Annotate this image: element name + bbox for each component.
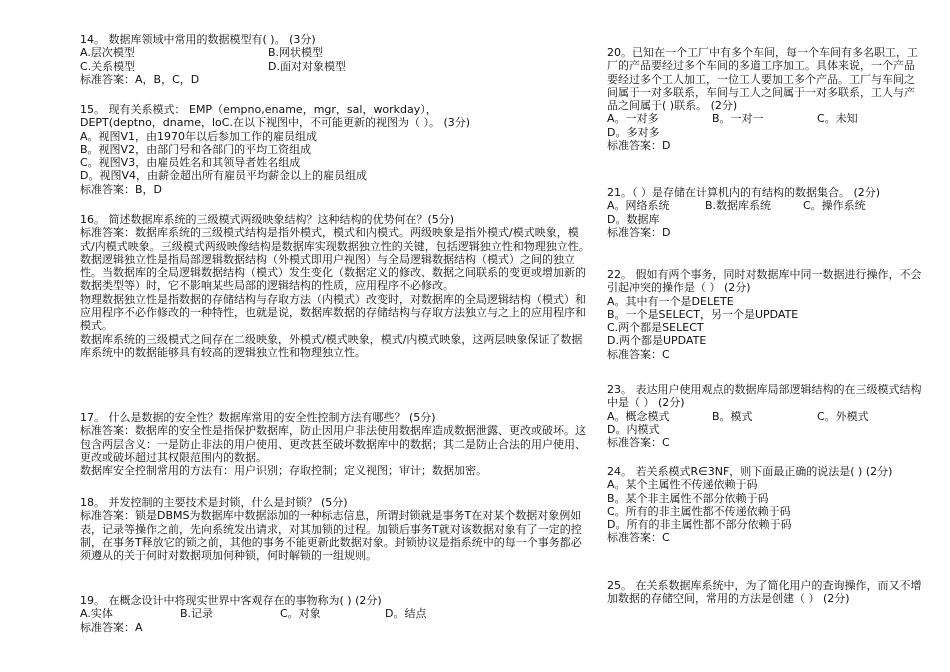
option-b: B。模式 [712,409,753,423]
option-b: B。某个非主属性不部分依赖于码 [607,491,769,505]
option-b: B.记录 [180,607,214,621]
option-d: D。所有的非主属性都不部分依赖于码 [607,518,792,532]
answer-paragraph: 标准答案：锁是DBMS为数据库中数据添加的一种标志信息，所谓封锁就是事务T在对某个数据对象例如表，记录等操作之前，先向系统发出请求，对其加锁的过程。加锁后事务T就对该数据对象有了一定的控制，在事务T释放它的锁之前，其他的事务不能更新此数据对象。封锁协议是指系统中的每一个事务都必须遵从的关于何时对数据项加何种锁，何时解锁的一组规则。 [80,509,582,563]
option-d: D。多对多 [607,125,660,139]
question-17 [80,411,590,477]
options-row [607,112,922,125]
question-title: 23。 表达用户使用观点的数据库局部逻辑结构的在三级模式结构中是（ ） (2分) [607,383,922,410]
standard-answer: 标准答案：C [607,347,670,361]
question-title-line2: DEPT(deptno，dname，loC.在以下视图中，不可能更新的视图为（ ）。 (3分) [80,116,471,130]
question-title: 24。 若关系模式R∈3NF，则下面最正确的说法是( ) (2分) [607,465,893,478]
option-d: D。内模式 [607,422,660,436]
option-d: D。结点 [385,607,427,621]
option-c: C。对象 [280,607,321,621]
question-title: 19。 在概念设计中将现实世界中客观存在的事物称为( ) (2分) [80,594,382,607]
question-title: 16。 简述数据库系统的三级模式两级映象结构？这种结构的优势何在？(5分) [80,213,455,226]
options-row [80,46,590,59]
option-c: C。视图V3，由雇员姓名和其领导者姓名组成 [80,156,301,170]
question-18 [80,496,590,562]
standard-answer: 标准答案：C [607,531,670,545]
question-20 [607,46,922,152]
option-a: A。某个主属性不传递依赖于码 [607,478,758,492]
standard-answer: 标准答案：D [607,225,671,239]
option-a: A.层次模型 [80,46,135,60]
answer-paragraph: 标准答案：数据库的安全性是指保护数据库，防止因用户非法使用数据库造成数据泄露、更改或破坏。这包含两层含义：一是防止非法的用户使用、更改甚至破坏数据库中的数据；其二是防止合法的用户使用、更改或破坏超过其权限范围内的数据。 [80,424,586,464]
option-c: C。未知 [817,112,858,126]
option-b: B.网状模型 [268,46,324,60]
question-title: 18。 并发控制的主要技术是封锁，什么是封锁？ (5分) [80,496,348,509]
question-25 [607,579,922,606]
option-b: B.数据库系统 [705,199,772,213]
answer-paragraph: 物理数据独立性是指数据的存储结构与存取方法（内模式）改变时，对数据库的全局逻辑结构（模式）和应用程序不必作修改的一种特性，也就是说，数据库数据的存储结构与存取方法独立与之上的应用程序和模式。 [80,292,586,333]
question-title: 14。 数据库领域中常用的数据模型有( )。 (3分) [80,33,316,46]
option-a: A。视图V1，由1970年以后参加工作的雇员组成 [80,129,318,143]
option-a: A。概念模式 [607,409,670,423]
option-a: A。其中有一个是DELETE [607,294,734,308]
question-22 [607,268,922,361]
option-d: D。数据库 [607,212,660,226]
option-d: D.两个都是UPDATE [607,334,707,348]
question-21 [607,186,922,239]
option-c: C。外模式 [817,409,869,423]
options-row [80,60,590,73]
option-b: B。视图V2，由部门号和各部门的平均工资组成 [80,142,312,156]
option-c: C。所有的非主属性都不传递依赖于码 [607,504,791,518]
question-24 [607,465,922,545]
answer-paragraph: 数据库安全控制常用的方法有：用户识别；存取控制；定义视图；审计；数据加密。 [80,464,487,478]
question-title: 21。（ ）是存储在计算机内的有结构的数据集合。 (2分) [607,186,881,199]
standard-answer: 标准答案：C [607,436,670,450]
option-a: A。网络系统 [607,199,670,213]
options-row [80,607,590,620]
standard-answer: 标准答案：A [80,620,143,634]
standard-answer: 标准答案：B，D [80,182,163,196]
question-19 [80,594,590,634]
option-b: B。一对一 [712,112,764,126]
option-d: D.面对对象模型 [268,59,346,73]
option-c: C.两个都是SELECT [607,321,704,335]
question-title: 17。 什么是数据的安全性？数据库常用的安全性控制方法有哪些？ (5分) [80,411,436,424]
question-15 [80,103,590,196]
answer-paragraph: 数据库系统的三级模式之间存在二级映象，外模式/模式映象，模式/内模式映象，这两层映象保证了数据库系统中的数据能够具有较高的逻辑独立性和物理独立性。 [80,332,583,359]
option-a: A.实体 [80,607,113,621]
option-c: C。操作系统 [803,199,866,213]
option-d: D。视图V4，由薪金超出所有雇员平均薪金以上的雇员组成 [80,169,367,183]
standard-answer: 标准答案：A，B，C，D [80,72,200,86]
question-14 [80,33,590,86]
options-row [607,199,922,212]
question-16 [80,213,590,359]
option-c: C.关系模型 [80,59,136,73]
question-23 [607,383,922,449]
question-title: 20。已知在一个工厂中有多个车间，每一个车间有多名职工，工厂的产品要经过多个车间的多道工序加工。具体来说，一个产品要经过多个工人加工，一位工人要加工多个产品。工厂与车间之间属于一对多联系，车间与工人之间属于一对多联系，工人与产品之间属于( )联系。 (2分) [607,46,918,113]
question-title: 22。 假如有两个事务，同时对数据库中同一数据进行操作，不会引起冲突的操作是（ ） (2分) [607,268,922,295]
option-b: B。一个是SELECT，另一个是UPDATE [607,307,799,321]
option-a: A。一对多 [607,112,659,126]
standard-answer: 标准答案：D [607,139,671,153]
question-title: 15。 现有关系模式： EMP（empno,ename，mgr，sal，workday）， [80,103,437,116]
answer-paragraph: 标准答案：数据库系统的三级模式结构是指外模式，模式和内模式。两级映象是指外模式/模式映象，模式/内模式映象。三级模式两级映像结构是数据库实现数据独立性的关键，包括逻辑独立性和物理独立性。 [80,226,590,253]
question-title: 25。 在关系数据库系统中，为了简化用户的查询操作，而又不增加数据的存储空间，常用的方法是创建（ ） (2分) [607,579,922,606]
options-row [607,410,922,423]
answer-paragraph: 数据逻辑独立性是指局部逻辑数据结构（外模式即用户视图）与全局逻辑数据结构（模式）之间的独立性。当数据库的全局逻辑数据结构（模式）发生变化（数据定义的修改、数据之间联系的变更或增加新的数据类型等）时，它不影响某些局部的逻辑结构的性质，应用程序不必修改。 [80,252,586,293]
